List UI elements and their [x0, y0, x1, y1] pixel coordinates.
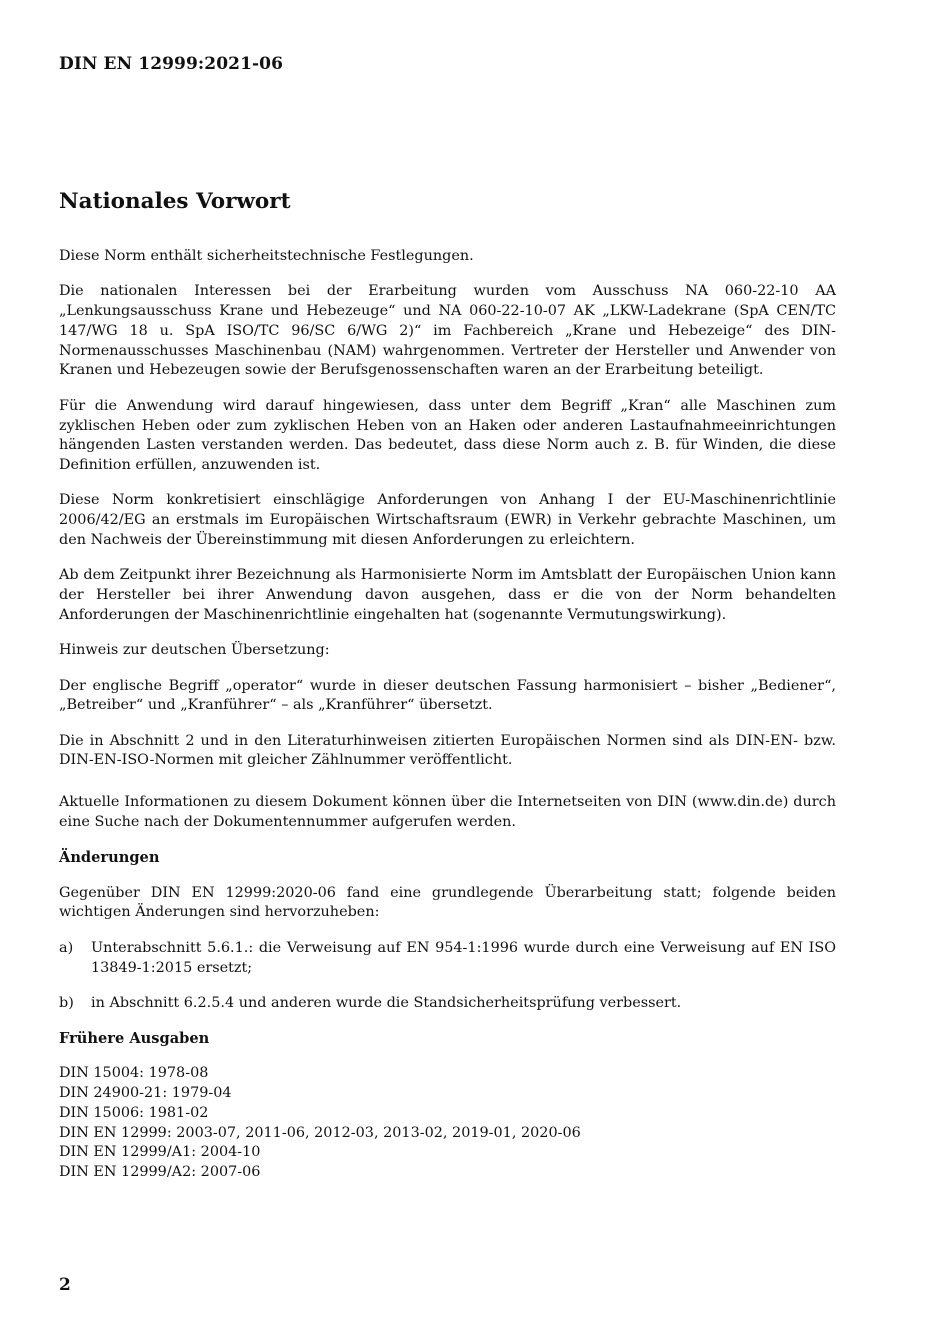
- previous-editions-list: [59, 1064, 836, 1182]
- edition-line: DIN 24900-21: 1979-04: [59, 1085, 232, 1102]
- changes-heading: Änderungen: [59, 849, 160, 867]
- list-marker: a): [59, 939, 74, 956]
- document-id-header: DIN EN 12999:2021-06: [59, 54, 284, 74]
- paragraph-current-information: Aktuelle Informationen zu diesem Dokument können über die Internetseiten von DIN (www.din.de) durch eine Suche nach der Dokumentennummer aufgerufen werden.: [59, 794, 836, 831]
- paragraph-safety-note: Diese Norm enthält sicherheitstechnische Festlegungen.: [59, 248, 474, 264]
- changes-intro: Gegenüber DIN EN 12999:2020-06 fand eine grundlegende Überarbeitung statt; folgende beiden wichtigen Änderungen sind hervorzuheben:: [59, 884, 836, 921]
- paragraph-crane-definition: Für die Anwendung wird darauf hingewiesen, dass unter dem Begriff „Kran“ alle Maschinen zum zyklischen Heben oder zum zyklischen Heben von an Haken oder anderen Lastaufnahmeeinrichtungen hängenden Lasten verstanden werden. Das bedeutet, dass diese Norm auch z. B. für Winden, die diese Definition erfüllen, anzuwenden ist.: [59, 397, 836, 474]
- paragraph-cited-standards: Die in Abschnitt 2 und in den Literaturhinweisen zitierten Europäischen Normen sind als DIN-EN- bzw. DIN-EN-ISO-Normen mit gleicher Zählnummer veröffentlicht.: [59, 732, 836, 769]
- list-item-text: in Abschnitt 6.2.5.4 und anderen wurde die Standsicherheitsprüfung verbessert.: [91, 994, 682, 1011]
- list-marker: b): [59, 994, 74, 1011]
- paragraph-harmonised-standard: Ab dem Zeitpunkt ihrer Bezeichnung als Harmonisierte Norm im Amtsblatt der Europäischen Union kann der Hersteller bei ihrer Anwendung davon ausgehen, dass er die von der Norm behandelten Anforderungen der Maschinenrichtlinie eingehalten hat (sogenannte Vermutungswirkung).: [59, 567, 836, 623]
- paragraph-national-interests: Die nationalen Interessen bei der Erarbeitung wurden vom Ausschuss NA 060-22-10 AA „Lenkungsausschuss Krane und Hebezeuge“ und NA 060-22-10-07 AK „LKW-Ladekrane (SpA CEN/TC 147/WG 18 u. SpA ISO/TC 96/SC 6/WG 2)“ im Fachbereich „Krane und Hebezeige“ des DIN-Normenausschusses Maschinenbau (NAM) wahrgenommen. Vertreter der Hersteller und Anwender von Kranen und Hebezeugen sowie der Berufsgenossenschaften waren an der Erarbeitung beteiligt.: [59, 283, 836, 379]
- paragraph-translation-note-heading: Hinweis zur deutschen Übersetzung:: [59, 642, 330, 659]
- paragraph-operator-translation: Der englische Begriff „operator“ wurde in dieser deutschen Fassung harmonisiert – bisher „Bediener“, „Betreiber“ und „Kranführer“ – als „Kranführer“ übersetzt.: [59, 677, 836, 714]
- previous-editions-heading: Frühere Ausgaben: [59, 1030, 210, 1048]
- edition-line: DIN EN 12999: 2003-07, 2011-06, 2012-03, 2013-02, 2019-01, 2020-06: [59, 1124, 581, 1141]
- edition-line: DIN 15004: 1978-08: [59, 1065, 209, 1082]
- edition-line: DIN EN 12999/A1: 2004-10: [59, 1144, 261, 1161]
- list-item-text: Unterabschnitt 5.6.1.: die Verweisung auf EN 954-1:1996 wurde durch eine Verweisung auf EN ISO 13849-1:2015 ersetzt;: [91, 939, 836, 976]
- paragraph-machinery-directive: Diese Norm konkretisiert einschlägige Anforderungen von Anhang I der EU-Maschinenrichtlinie 2006/42/EG an erstmals im Europäischen Wirtschaftsraum (EWR) in Verkehr gebrachte Maschinen, um den Nachweis der Übereinstimmung mit diesen Anforderungen zu erleichtern.: [59, 492, 836, 549]
- list-item: [59, 939, 836, 979]
- main-content: [59, 186, 836, 1183]
- section-title: Nationales Vorwort: [59, 189, 291, 214]
- edition-line: DIN EN 12999/A2: 2007-06: [59, 1163, 261, 1180]
- page-number: 2: [59, 1275, 71, 1295]
- changes-list: [59, 939, 836, 1014]
- list-item: [59, 994, 836, 1014]
- edition-line: DIN 15006: 1981-02: [59, 1104, 209, 1121]
